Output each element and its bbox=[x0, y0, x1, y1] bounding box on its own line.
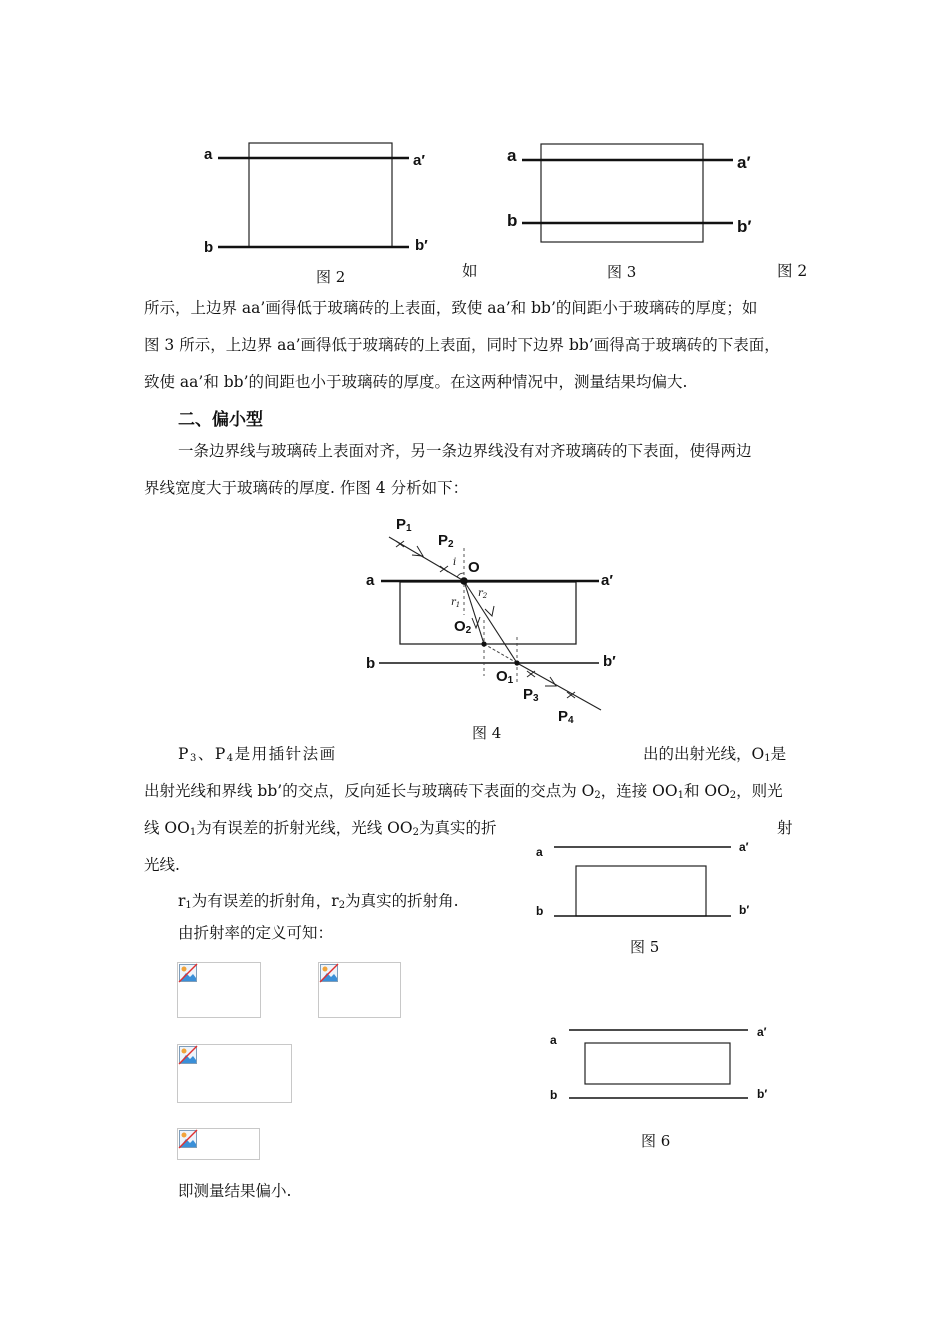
fig5-label-a: a bbox=[536, 845, 543, 859]
fig2-label-b: b bbox=[204, 239, 214, 256]
fig6-label-b-prime: b′ bbox=[757, 1087, 768, 1101]
para3-line3: 线 $OO_1$为有误差的折射光线，光线 $OO_2$为真实的折 bbox=[144, 819, 497, 838]
para3-line2: 出射光线和界线 bb’的交点，反向延长与玻璃砖下表面的交点为 $O_2$，连接 $OO_1$和 $OO_2$，则光 bbox=[144, 782, 783, 801]
fig4-label-P1: $P_1$ bbox=[396, 516, 412, 534]
fig4-label-a: a bbox=[366, 572, 375, 589]
para1-line3: 致使 aa’和 bb’的间距也小于玻璃砖的厚度。在这两种情况中，测量结果均偏大. bbox=[144, 373, 688, 391]
fig5-caption: 图 5 bbox=[630, 938, 660, 956]
fig4-label-O1: $O_1$ bbox=[496, 668, 514, 686]
fig2-label-a-prime: a′ bbox=[413, 152, 425, 169]
fig2-label-b-prime: b′ bbox=[415, 237, 428, 254]
para3-line1-left: $P_3$、$P_4$是用插针法画 bbox=[178, 745, 337, 764]
para3-line1-right: 出的出射光线，$O_1$是 bbox=[643, 745, 787, 764]
fig4-label-O2: $O_2$ bbox=[454, 618, 472, 636]
fig5-label-a-prime: a′ bbox=[739, 840, 749, 854]
fig4-label-P4: $P_4$ bbox=[558, 708, 574, 726]
fig4-label-r2: $r_2$ bbox=[478, 588, 488, 600]
para3-line4: 光线. bbox=[144, 856, 180, 874]
conclusion-text: 即测量结果偏小. bbox=[178, 1182, 292, 1200]
fig3-label-b-prime: b′ bbox=[737, 217, 752, 236]
para1-line1: 所示，上边界 aa’画得低于玻璃砖的上表面，致使 aa’和 bb’的间距小于玻璃砖的厚度；如 bbox=[144, 299, 758, 317]
fig4-label-i: i bbox=[453, 557, 457, 568]
para1-fig2-ref: 图 2 bbox=[777, 262, 808, 280]
para1-line2: 图 3 所示，上边界 aa’画得低于玻璃砖的上表面，同时下边界 bb’画得高于玻璃砖的下表面， bbox=[144, 336, 780, 354]
fig5-label-b-prime: b′ bbox=[739, 903, 750, 917]
fig2-label-a: a bbox=[204, 146, 213, 163]
fig4-label-P3: $P_3$ bbox=[523, 686, 539, 704]
fig2-caption: 图 2 bbox=[316, 268, 346, 286]
fig4-label-O: O bbox=[468, 559, 480, 576]
fig4-label-a-prime: a′ bbox=[601, 572, 613, 589]
fig3-caption: 图 3 bbox=[607, 263, 637, 281]
fig5-label-b: b bbox=[536, 904, 544, 918]
section-heading: 二、偏小型 bbox=[178, 410, 263, 430]
fig3-label-a-prime: a′ bbox=[737, 153, 751, 172]
fig4-label-r1: $r_1$ bbox=[451, 597, 461, 609]
section2-line1: 一条边界线与玻璃砖上表面对齐，另一条边界线没有对齐玻璃砖的下表面，使得两边 bbox=[178, 442, 752, 460]
fig6-label-b: b bbox=[550, 1088, 558, 1102]
fig6-caption: 图 6 bbox=[641, 1132, 671, 1150]
section2-line2: 界线宽度大于玻璃砖的厚度. 作图 4 分析如下： bbox=[144, 479, 469, 497]
fig4-caption: 图 4 bbox=[472, 724, 502, 742]
fig6-glass-block bbox=[585, 1043, 730, 1084]
para3-line3-right: 射 bbox=[777, 819, 793, 837]
fig3-label-a: a bbox=[507, 146, 517, 165]
fig3-label-b: b bbox=[507, 211, 518, 230]
para3-line6: 由折射率的定义可知： bbox=[178, 924, 334, 942]
fig4-label-b: b bbox=[366, 655, 376, 672]
fig6-label-a-prime: a′ bbox=[757, 1025, 767, 1039]
fig4-label-b-prime: b′ bbox=[603, 653, 616, 670]
para3-line5: $r_1$为有误差的折射角，$r_2$为真实的折射角. bbox=[178, 892, 459, 911]
para1-ru: 如 bbox=[462, 262, 478, 280]
fig4-label-P2: $P_2$ bbox=[438, 532, 454, 550]
fig6-label-a: a bbox=[550, 1033, 557, 1047]
